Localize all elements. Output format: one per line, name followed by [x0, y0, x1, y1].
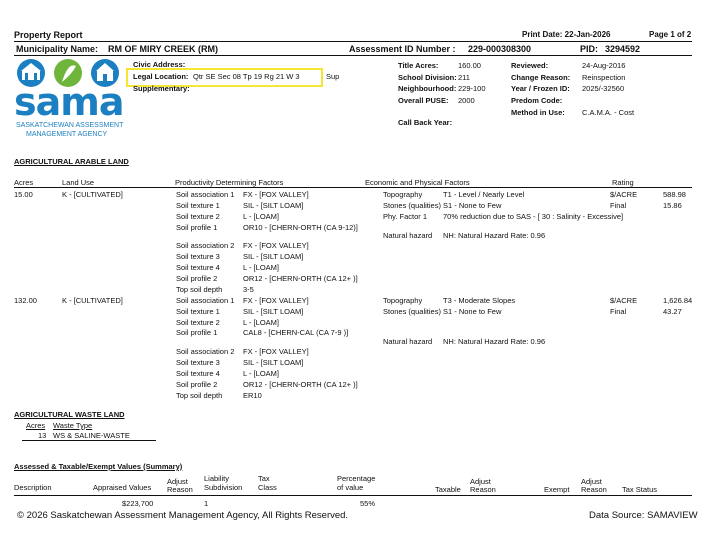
factor-value: SIL - [SILT LOAM] [243, 358, 304, 367]
econ-factor-value: NH: Natural Hazard Rate: 0.96 [443, 337, 546, 346]
factor-value: FX - [FOX VALLEY] [243, 296, 309, 305]
econ-factor-value: 70% reduction due to SAS - [ 30 : Salinity - Excessive] [443, 212, 624, 221]
arable-row-acres: 132.00 [14, 296, 37, 305]
factor-value: 3-5 [243, 285, 254, 294]
arable-header-productivity: Productivity Determining Factors [175, 178, 284, 187]
factor-value: L - [LOAM] [243, 318, 279, 327]
footer-copyright: © 2026 Saskatchewan Assessment Management Agency, All Rights Reserved. [17, 510, 349, 521]
values-header-rule [14, 495, 692, 496]
values-header-exempt: Exempt [544, 485, 570, 494]
econ-factor-value: NH: Natural Hazard Rate: 0.96 [443, 231, 546, 240]
rating-value: 43.27 [663, 307, 682, 316]
factor-value: L - [LOAM] [243, 263, 279, 272]
econ-factor-value: S1 - None to Few [443, 201, 502, 210]
econ-factor-label: Stones (qualities) [383, 307, 441, 316]
factor-value: FX - [FOX VALLEY] [243, 241, 309, 250]
factor-label: Soil profile 2 [176, 380, 218, 389]
econ-factor-value: T3 - Moderate Slopes [443, 296, 516, 305]
values-header-liability-1: Liability [204, 474, 230, 483]
factor-label: Soil texture 1 [176, 201, 220, 210]
arable-section-title: AGRICULTURAL ARABLE LAND [14, 157, 129, 166]
rating-label: Final [610, 201, 627, 210]
sama-logo-text: sama [14, 80, 124, 124]
waste-type-value: WS & SALINE-WASTE [53, 431, 130, 440]
arable-row-land-use: K - [CULTIVATED] [62, 296, 123, 305]
factor-value: OR10 - [CHERN-ORTH (CA 9-12)] [243, 223, 358, 232]
neighbourhood-label: Neighbourhood: [398, 84, 457, 93]
arable-header-acres: Acres [14, 178, 34, 187]
values-header-taxable: Taxable [435, 485, 461, 494]
waste-rule [22, 440, 156, 441]
waste-header-type: Waste Type [53, 421, 93, 430]
reviewed-value: 24-Aug-2016 [582, 61, 626, 70]
values-header-tax-1: Tax [258, 474, 270, 483]
footer-data-source: Data Source: SAMAVIEW [589, 510, 698, 521]
header-rule-2 [14, 55, 692, 56]
factor-value: CAL8 - [CHERN-CAL (CA 7-9 )] [243, 328, 349, 337]
assessment-id-label: Assessment ID Number : [349, 44, 456, 54]
values-percentage-value: 55% [360, 499, 376, 508]
factor-value: FX - [FOX VALLEY] [243, 190, 309, 199]
values-header-tax-status: Tax Status [622, 485, 658, 494]
rating-value: 588.98 [663, 190, 686, 199]
legal-location-label: Legal Location: [133, 72, 189, 81]
method-label: Method in Use: [511, 108, 565, 117]
arable-header-rating: Rating [612, 178, 634, 187]
values-header-adjust3-2: Reason [581, 485, 607, 494]
econ-factor-label: Topography [383, 296, 423, 305]
factor-label: Soil association 2 [176, 241, 235, 250]
report-title: Property Report [14, 30, 83, 40]
values-section-title: Assessed & Taxable/Exempt Values (Summary) [14, 462, 183, 471]
values-header-tax-2: Class [258, 483, 277, 492]
waste-acres-value: 13 [38, 431, 47, 440]
factor-label: Soil association 1 [176, 296, 235, 305]
values-header-adjust3-1: Adjust [581, 477, 602, 486]
factor-value: OR12 - [CHERN-ORTH (CA 12+ )] [243, 274, 358, 283]
year-frozen-label: Year / Frozen ID: [511, 84, 570, 93]
agency-line-2: MANAGEMENT AGENCY [26, 131, 108, 138]
rating-label: $/ACRE [610, 296, 638, 305]
factor-label: Soil texture 4 [176, 369, 220, 378]
agency-line-1: SASKATCHEWAN ASSESSMENT [16, 122, 124, 129]
pid-label: PID: [580, 44, 598, 54]
overall-puse-label: Overall PUSE: [398, 96, 449, 105]
rating-value: 1,626.84 [663, 296, 693, 305]
rating-value: 15.86 [663, 201, 682, 210]
print-date: Print Date: 22-Jan-2026 [522, 30, 611, 39]
values-header-liability-2: Subdivision [204, 483, 243, 492]
values-header-adjust2-2: Reason [470, 485, 496, 494]
reviewed-label: Reviewed: [511, 61, 549, 70]
year-frozen-value: 2025/-32560 [582, 84, 625, 93]
econ-factor-label: Natural hazard [383, 231, 433, 240]
factor-value: OR12 - [CHERN-ORTH (CA 12+ )] [243, 380, 358, 389]
waste-section-title: AGRICULTURAL WASTE LAND [14, 410, 125, 419]
change-reason-label: Change Reason: [511, 73, 571, 82]
factor-label: Soil texture 3 [176, 358, 220, 367]
factor-label: Soil profile 2 [176, 274, 218, 283]
factor-label: Soil texture 2 [176, 212, 220, 221]
factor-label: Soil texture 2 [176, 318, 220, 327]
school-division-label: School Division: [398, 73, 457, 82]
title-acres-label: Title Acres: [398, 61, 439, 70]
econ-factor-label: Phy. Factor 1 [383, 212, 428, 221]
values-liability-value: 1 [204, 499, 209, 508]
overall-puse-value: 2000 [458, 96, 475, 105]
assessment-id-value: 229-000308300 [468, 44, 532, 54]
rating-label: $/ACRE [610, 190, 638, 199]
factor-label: Soil association 2 [176, 347, 235, 356]
econ-factor-value: T1 - Level / Nearly Level [443, 190, 525, 199]
values-appraised-value: $223,700 [122, 499, 154, 508]
arable-row-acres: 15.00 [14, 190, 33, 199]
factor-value: SIL - [SILT LOAM] [243, 252, 304, 261]
values-header-description: Description [14, 483, 52, 492]
factor-value: SIL - [SILT LOAM] [243, 201, 304, 210]
factor-value: L - [LOAM] [243, 369, 279, 378]
predom-code-label: Predom Code: [511, 96, 563, 105]
title-acres-value: 160.00 [458, 61, 481, 70]
call-back-year-label: Call Back Year: [398, 118, 453, 127]
values-header-pct-2: of value [337, 483, 364, 492]
factor-label: Top soil depth [176, 391, 223, 400]
arable-row-land-use: K - [CULTIVATED] [62, 190, 123, 199]
values-header-adjust2-1: Adjust [470, 477, 491, 486]
factor-label: Soil texture 4 [176, 263, 220, 272]
page-indicator: Page 1 of 2 [649, 30, 692, 39]
neighbourhood-value: 229-100 [458, 84, 486, 93]
supplementary-label: Supplementary: [133, 84, 190, 93]
values-header-appraised: Appraised Values [93, 483, 152, 492]
econ-factor-label: Natural hazard [383, 337, 433, 346]
arable-header-economic: Economic and Physical Factors [365, 178, 470, 187]
change-reason-value: Reinspection [582, 73, 626, 82]
civic-address-label: Civic Address: [133, 60, 186, 69]
factor-value: SIL - [SILT LOAM] [243, 307, 304, 316]
factor-value: L - [LOAM] [243, 212, 279, 221]
factor-label: Soil profile 1 [176, 223, 218, 232]
values-header-adjust-1: Adjust [167, 477, 188, 486]
municipality-value: RM OF MIRY CREEK (RM) [108, 44, 218, 54]
school-division-value: 211 [458, 73, 470, 82]
legal-location-extra: Sup [326, 72, 340, 81]
factor-label: Soil texture 3 [176, 252, 220, 261]
factor-label: Soil profile 1 [176, 328, 218, 337]
municipality-label: Municipality Name: [16, 44, 99, 54]
factor-label: Soil association 1 [176, 190, 235, 199]
values-header-pct-1: Percentage [337, 474, 376, 483]
method-value: C.A.M.A. - Cost [582, 108, 635, 117]
factor-label: Top soil depth [176, 285, 223, 294]
pid-value: 3294592 [605, 44, 641, 54]
factor-value: ER10 [243, 391, 262, 400]
factor-label: Soil texture 1 [176, 307, 220, 316]
legal-location-value: Qtr SE Sec 08 Tp 19 Rg 21 W 3 [193, 72, 300, 81]
factor-value: FX - [FOX VALLEY] [243, 347, 309, 356]
waste-header-acres: Acres [26, 421, 46, 430]
values-header-adjust-2: Reason [167, 485, 193, 494]
arable-header-land-use: Land Use [62, 178, 95, 187]
header-rule [14, 41, 692, 42]
arable-header-rule [14, 187, 692, 188]
rating-label: Final [610, 307, 627, 316]
econ-factor-label: Topography [383, 190, 423, 199]
econ-factor-value: S1 - None to Few [443, 307, 502, 316]
econ-factor-label: Stones (qualities) [383, 201, 441, 210]
